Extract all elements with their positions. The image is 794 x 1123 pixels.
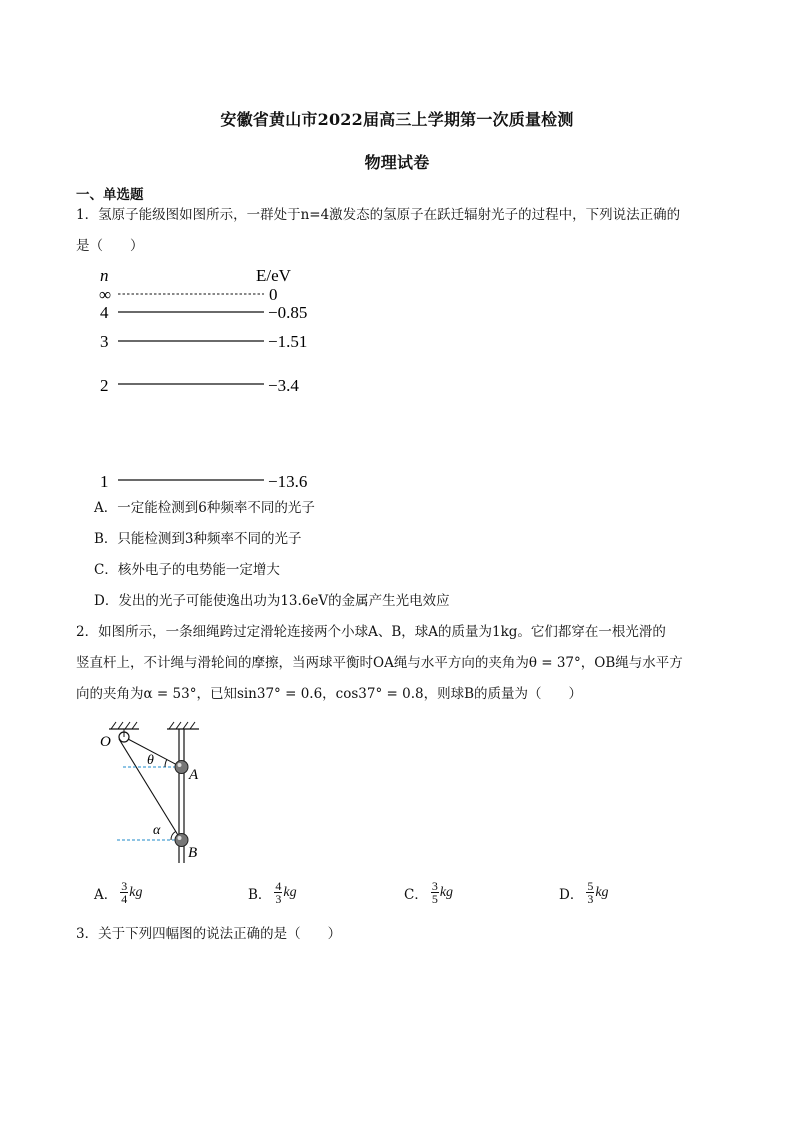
ceiling-right-hatch (169, 722, 195, 729)
ball-a-highlight (178, 763, 182, 767)
q2-choice-d (559, 880, 609, 905)
level-n-2: 2 (100, 376, 109, 395)
level-n-4: 4 (100, 303, 109, 322)
q1-option-a: A．一定能检测到6种频率不同的光子 (94, 500, 315, 516)
q2-choice-a-num: 3 (121, 879, 128, 893)
q2-choice-a-den: 4 (121, 892, 128, 906)
q2-choice-a-unit: kg (129, 884, 143, 900)
label-theta: θ (147, 753, 154, 768)
q1-stem-line2: 是（ ） (76, 238, 144, 254)
q2-choice-d-unit: kg (595, 884, 609, 900)
q2-choice-a-fraction (120, 880, 128, 905)
label-b: B (188, 845, 198, 861)
q2-choice-d-num: 5 (587, 879, 594, 893)
q2-choice-b-den: 3 (275, 892, 282, 906)
q2-choice-b-unit: kg (283, 884, 297, 900)
ceiling-left-hatch (111, 722, 137, 729)
label-a: A (189, 767, 199, 783)
q2-choice-b-fraction (274, 880, 282, 905)
theta-arc (165, 760, 167, 768)
energy-level-svg (90, 262, 350, 492)
pulley-svg (95, 717, 215, 867)
string-oa (128, 739, 181, 767)
q1-option-d: D．发出的光子可能使逸出功为13.6eV的金属产生光电效应 (94, 593, 450, 609)
q2-choice-c (404, 880, 453, 905)
level-e-2: −3.4 (268, 376, 299, 395)
level-n-infinity: ∞ (99, 285, 112, 304)
exam-title: 安徽省黄山市2022届高三上学期第一次质量检测 (220, 110, 574, 129)
q2-choice-c-label: C． (404, 886, 428, 903)
q2-stem-line1: 2．如图所示，一条细绳跨过定滑轮连接两个小球A、B，球A的质量为1kg。它们都穿在一根光滑的 (76, 624, 666, 640)
q2-stem-line3: 向的夹角为α = 53°，已知sin37° = 0.6，cos37° = 0.8，则球B的质量为（ ） (76, 686, 582, 702)
q2-choice-d-label: D． (559, 886, 584, 903)
q2-choice-c-num: 3 (431, 879, 438, 893)
exam-subtitle: 物理试卷 (364, 153, 430, 172)
q2-choice-d-fraction (586, 880, 594, 905)
level-e-1: −13.6 (268, 472, 308, 491)
label-alpha: α (153, 823, 161, 838)
q1-option-b: B．只能检测到3种频率不同的光子 (94, 531, 302, 547)
q2-choice-b-label: B． (248, 886, 272, 903)
n-axis-label: n (100, 266, 109, 285)
q2-choice-a (94, 880, 142, 905)
energy-level-diagram (90, 262, 350, 492)
level-e-infinity: 0 (269, 285, 278, 304)
q1-option-c: C．核外电子的电势能一定增大 (94, 562, 280, 578)
ball-a (175, 761, 188, 774)
q2-choice-c-fraction (431, 880, 439, 905)
q2-choice-d-den: 3 (587, 892, 594, 906)
q1-stem-line1: 1．氢原子能级图如图所示，一群处于n=4激发态的氢原子在跃迁辐射光子的过程中，下列说法正确的 (76, 207, 681, 223)
q2-choice-c-unit: kg (439, 884, 454, 900)
level-n-3: 3 (100, 332, 109, 351)
level-e-4: −0.85 (268, 303, 308, 322)
ball-b-highlight (178, 836, 182, 840)
q2-choice-b-num: 4 (275, 879, 282, 893)
level-n-1: 1 (100, 472, 109, 491)
q2-stem-line2: 竖直杆上，不计绳与滑轮间的摩擦，当两球平衡时OA绳与水平方向的夹角为θ = 37°，OB绳与水平方 (76, 655, 683, 671)
ball-b (175, 834, 188, 847)
level-e-3: −1.51 (268, 332, 308, 351)
q3-stem-line1: 3．关于下列四幅图的说法正确的是（ ） (76, 926, 342, 942)
q2-choice-c-den: 5 (431, 892, 438, 906)
q2-choice-a-label: A． (94, 886, 118, 903)
pulley-rod-diagram (95, 717, 215, 867)
section-heading-single-choice: 一、单选题 (76, 187, 144, 203)
label-o: O (100, 734, 111, 750)
energy-axis-label: E/eV (256, 266, 291, 285)
q2-choice-b (248, 880, 297, 905)
